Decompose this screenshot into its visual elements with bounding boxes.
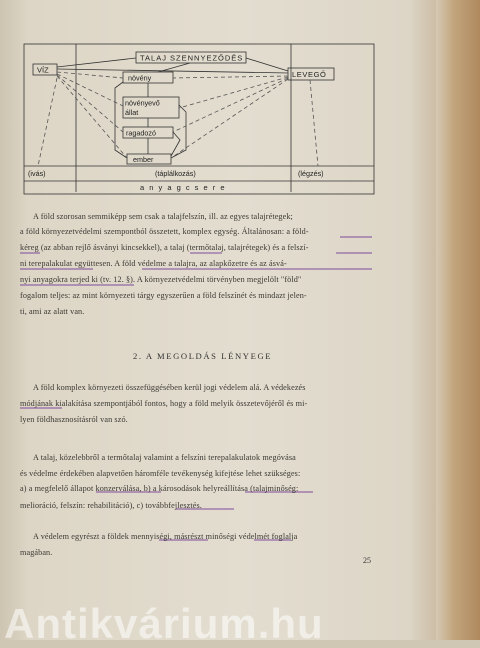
para1-line3: kéreg (az abban rejlő ásványi kincsekkel), a talaj (termőtalaj, talajrétegek) és a felszí- xyxy=(20,243,309,252)
label-allat: állat xyxy=(125,108,139,117)
label-novenyevo: növényevő xyxy=(125,98,160,108)
label-ivas: (ivás) xyxy=(28,169,46,178)
para1-line4: ni terepalakulat együttesen. A föld védelme a talajra, az alapkőzetre és az ásvá- xyxy=(20,259,287,268)
label-levego: LEVEGŐ xyxy=(292,70,327,79)
label-anyagcsere: a n y a g c s e r e xyxy=(140,183,227,192)
para4-line2: magában. xyxy=(20,548,53,557)
para4-line1: A védelem egyrészt a földek mennyiségi, másrészt minőségi védelmét foglalja xyxy=(33,532,298,541)
label-ember: ember xyxy=(133,155,154,164)
label-taplalkozas: (táplálkozás) xyxy=(155,169,196,178)
label-noveny: növény xyxy=(128,73,152,83)
label-talaj: TALAJ SZENNYEZŐDÉS xyxy=(140,53,244,63)
para3-line2: és védelme érdekében alapvetően háromféle tevékenység kifejtése lehet szükséges: xyxy=(20,469,301,478)
para1-line7: ti, ami az alatt van. xyxy=(20,307,85,316)
para1-line5: nyi anyagokra terjed ki (tv. 12. §). A környezetvédelmi törvényben megjelölt "föld" xyxy=(20,275,302,284)
label-viz: VÍZ xyxy=(37,65,49,75)
page-number: 25 xyxy=(363,556,371,565)
para2-line3: lyen földhasznosításról van szó. xyxy=(20,415,128,424)
section-heading: 2. A MEGOLDÁS LÉNYEGE xyxy=(133,351,273,361)
para1-line2: a föld környezetvédelmi szempontból összetett, komplex egység. Általánosan: a föld- xyxy=(20,227,309,236)
para1-line6: fogalom teljes: az mint környezeti tárgy egyszerűen a föld felszínét és mindazt jelen- xyxy=(20,291,307,300)
para2-line2: módjának kialakítása szempontjából fontos, hogy a föld melyik összetevőjéről és mi- xyxy=(20,399,308,408)
para3-line1: A talaj, közelebbről a termőtalaj valamint a felszíni terepalakulatok megóvása xyxy=(33,453,296,462)
label-ragadozo: ragadozó xyxy=(126,128,156,138)
label-legzes: (légzés) xyxy=(298,169,324,178)
para3-line3: a) a megfelelő állapot konzerválása, b) a károsodások helyreállítása (talajminőség: xyxy=(20,484,299,493)
para2-line1: A föld komplex környezeti összefüggésében kerül jogi védelem alá. A védekezés xyxy=(33,383,306,392)
para3-line4: melioráció, felszín: rehabilitáció), c) továbbfejlesztés. xyxy=(20,501,202,510)
watermark-logo: Antikvárium.hu xyxy=(4,600,324,647)
para1-line1: A föld szorosan semmiképp sem csak a talajfelszín, ill. az egyes talajrétegek; xyxy=(33,212,293,221)
